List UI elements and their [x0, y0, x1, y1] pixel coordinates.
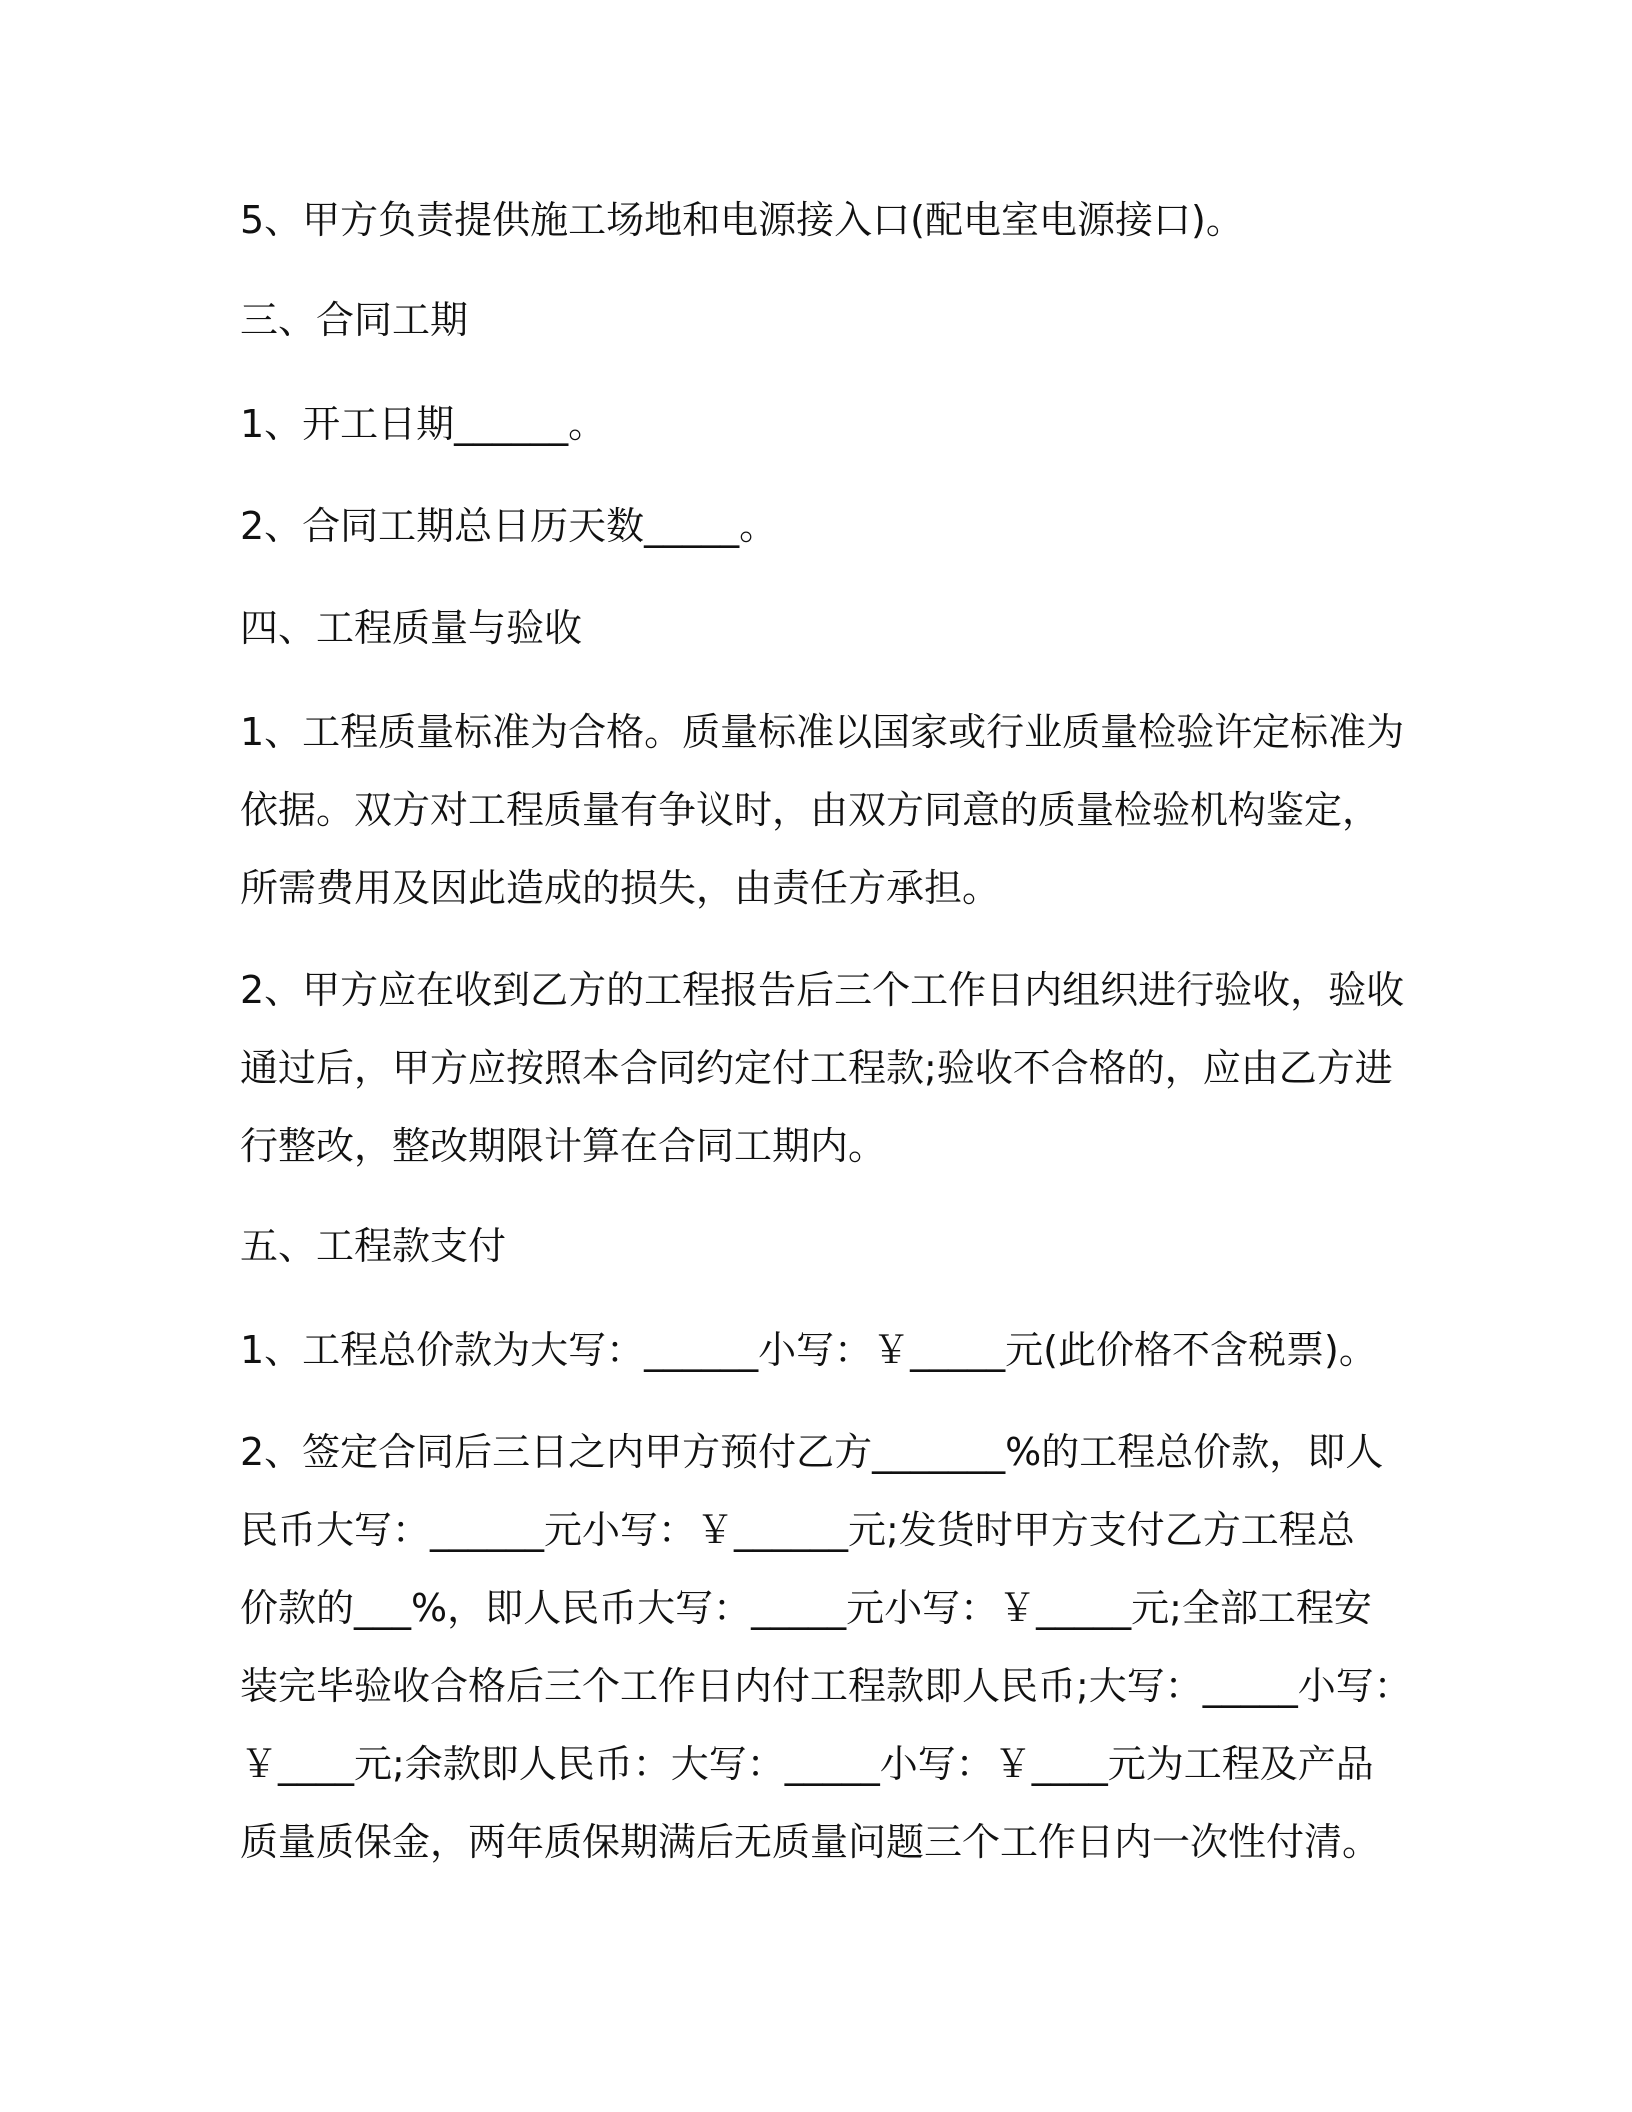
text-line: 1、工程质量标准为合格。质量标准以国家或行业质量检验许定标准为 [240, 710, 1405, 754]
text-line: 2、签定合同后三日之内甲方预付乙方_______%的工程总价款，即人 [240, 1430, 1384, 1474]
section-heading: 四、工程质量与验收 [240, 606, 583, 650]
paragraph-acceptance-procedure [240, 951, 1405, 1185]
text-line: 行整改，整改期限计算在合同工期内。 [240, 1124, 887, 1168]
text-line: 质量质保金，两年质保期满后无质量问题三个工作日内一次性付清。 [240, 1820, 1381, 1864]
text-line: 1、开工日期______。 [240, 402, 607, 446]
text-line: 依据。双方对工程质量有争议时，由双方同意的质量检验机构鉴定， [240, 788, 1381, 832]
section-heading: 五、工程款支付 [240, 1224, 507, 1268]
text-line: 2、甲方应在收到乙方的工程报告后三个工作日内组织进行验收，验收 [240, 968, 1405, 1012]
text-line: 5、甲方负责提供施工场地和电源接入口(配电室电源接口)。 [240, 198, 1244, 242]
paragraph-start-date [240, 385, 1400, 463]
text-line: ￥____元;余款即人民币：大写：_____小写：￥____元为工程及产品 [240, 1742, 1374, 1786]
paragraph-total-days [240, 487, 1400, 565]
text-line: 价款的___%，即人民币大写：_____元小写：￥_____元;全部工程安 [240, 1586, 1372, 1630]
text-line: 民币大写：______元小写：￥______元;发货时甲方支付乙方工程总 [240, 1508, 1355, 1552]
text-line: 通过后，甲方应按照本合同约定付工程款;验收不合格的，应由乙方进 [240, 1046, 1393, 1090]
section-heading: 三、合同工期 [240, 298, 469, 342]
text-line: 1、工程总价款为大写：______小写：￥_____元(此价格不含税票)。 [240, 1328, 1377, 1372]
paragraph-payment-schedule [240, 1413, 1412, 1881]
paragraph-quality-standard [240, 693, 1405, 927]
section-heading-contract-period [240, 281, 1400, 359]
paragraph-clause-5 [240, 181, 1400, 259]
text-line: 装完毕验收合格后三个工作日内付工程款即人民币;大写：_____小写： [240, 1664, 1412, 1708]
text-line: 2、合同工期总日历天数_____。 [240, 504, 778, 548]
section-heading-quality-acceptance [240, 589, 1400, 667]
text-line: 所需费用及因此造成的损失，由责任方承担。 [240, 866, 1001, 910]
section-heading-payment [240, 1207, 1400, 1285]
paragraph-total-price [240, 1311, 1400, 1389]
